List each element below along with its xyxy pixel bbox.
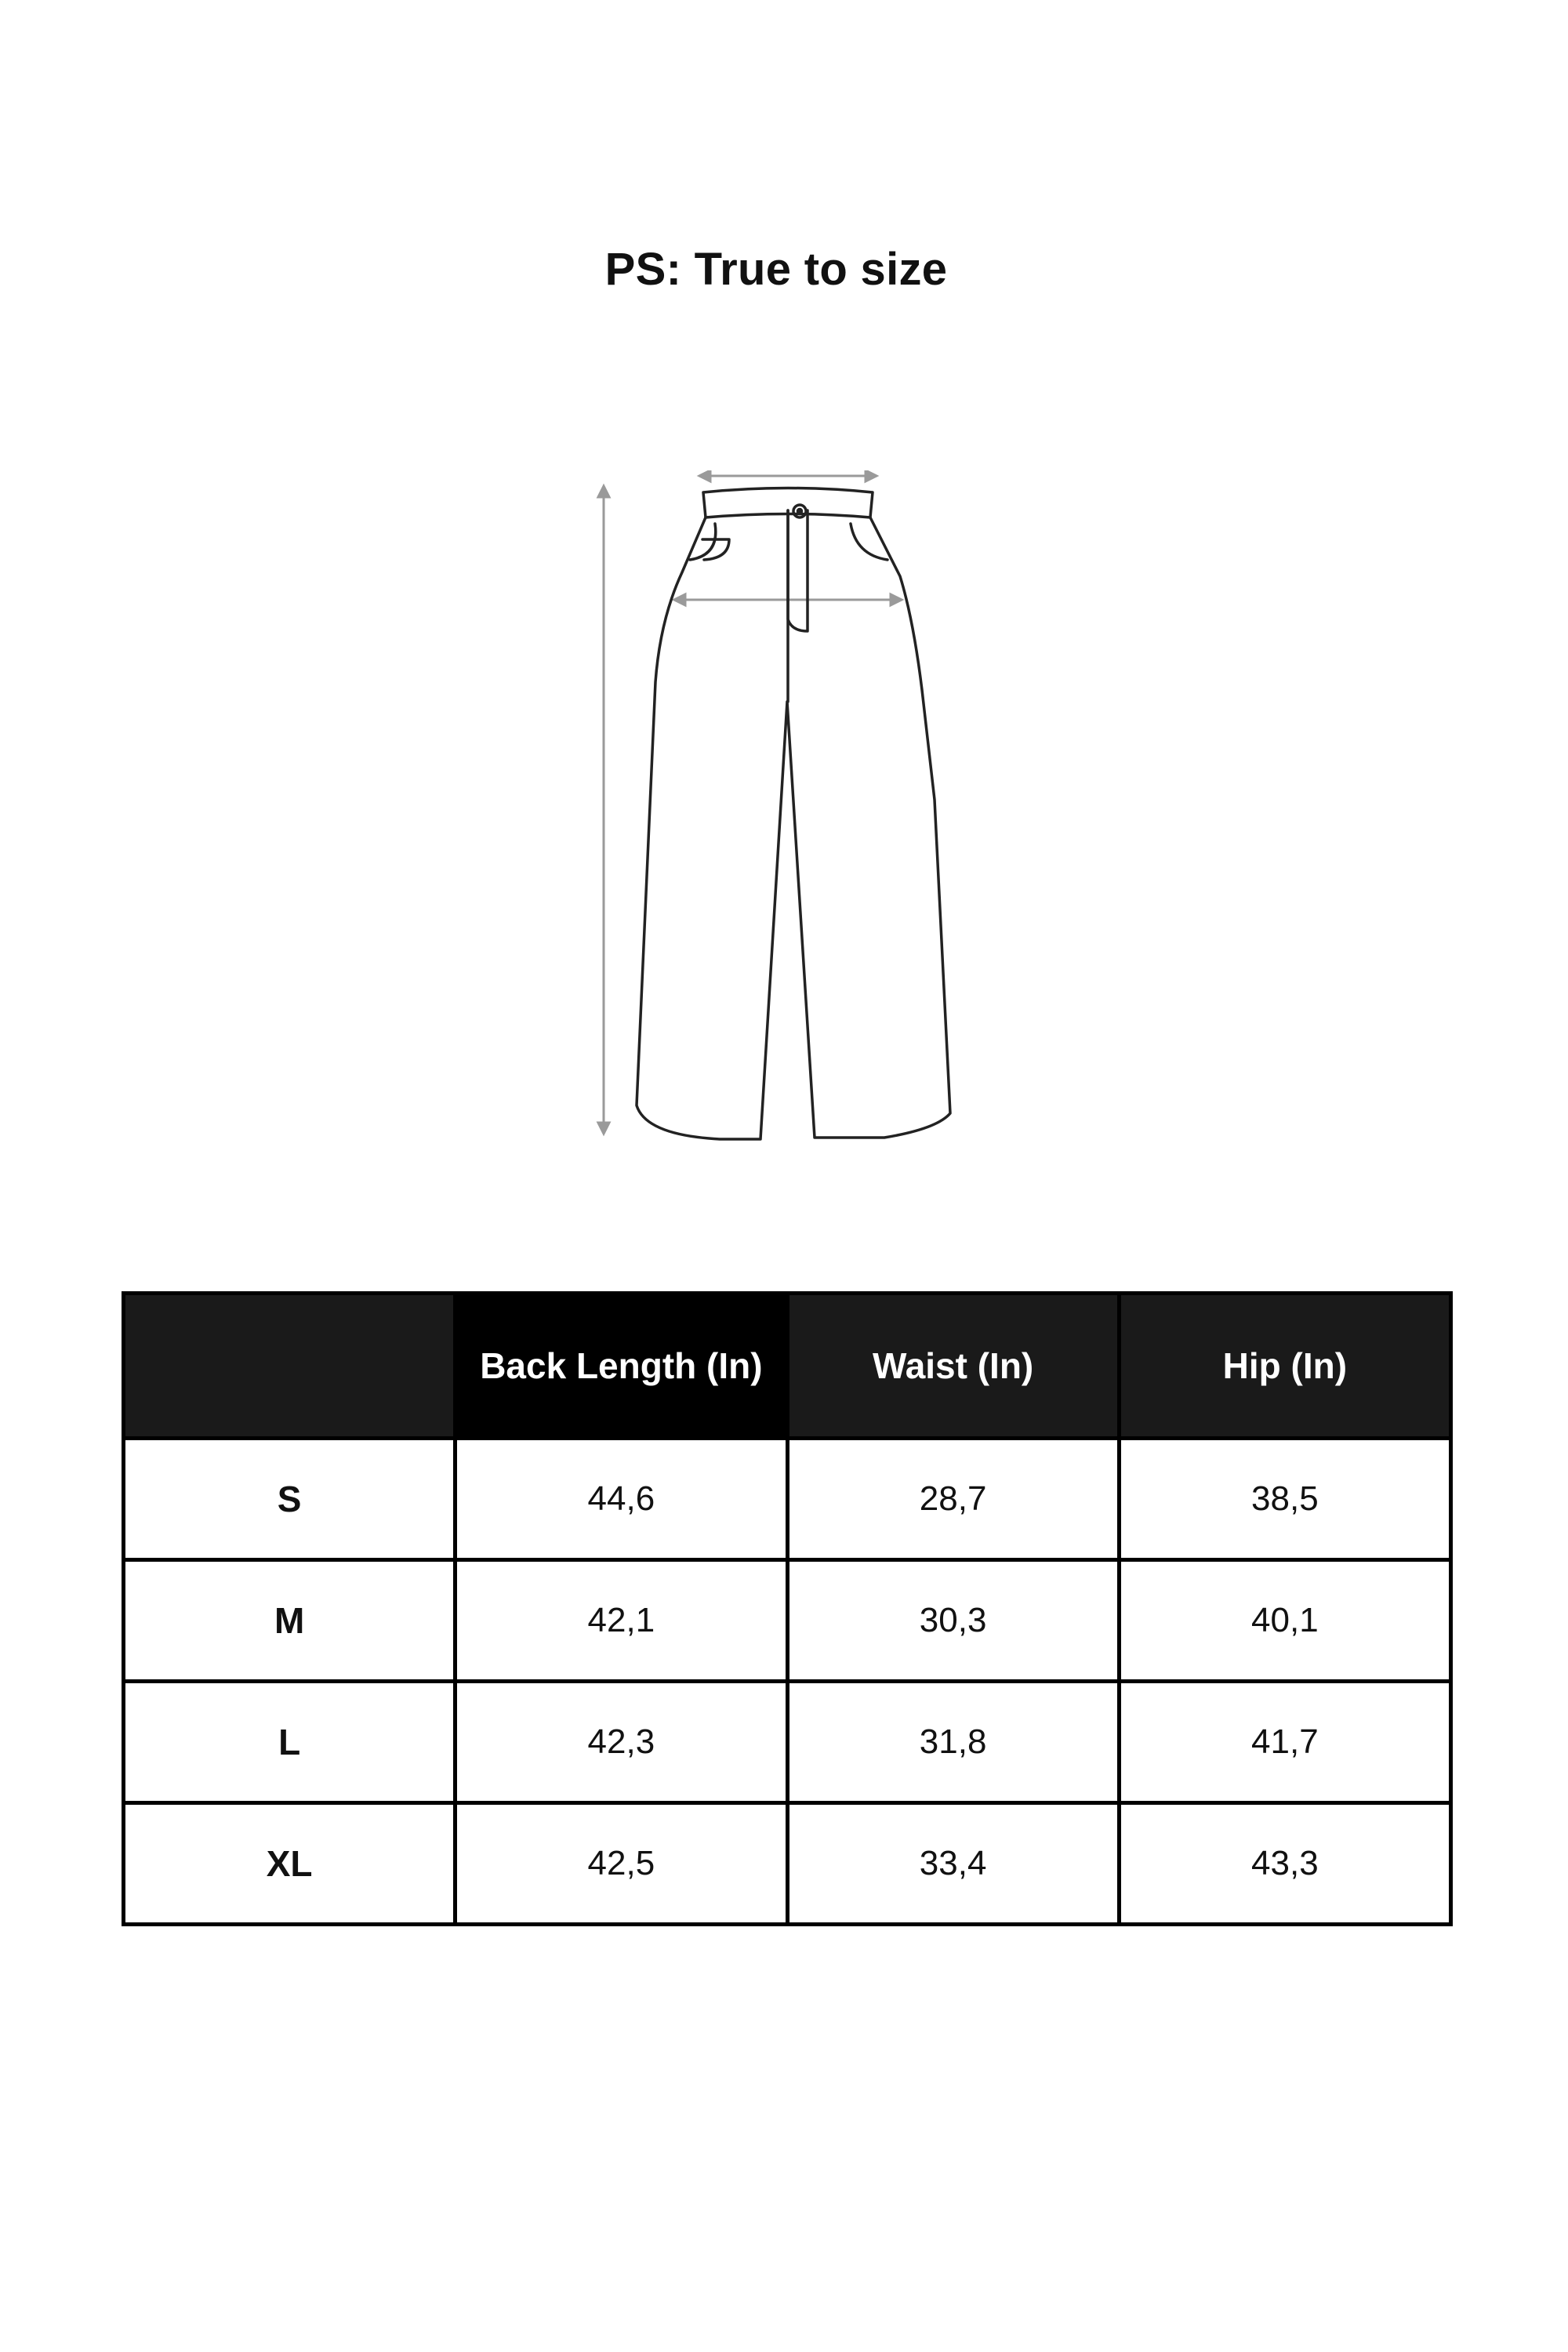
size-chart-table: [122, 1291, 1453, 1926]
header-size: [124, 1294, 456, 1439]
header-hip: Hip (In): [1119, 1294, 1450, 1439]
waist-cell: 31,8: [787, 1682, 1119, 1803]
waist-measure-line: [699, 470, 877, 481]
pants-illustration: [580, 470, 988, 1160]
hip-cell: 43,3: [1119, 1803, 1450, 1925]
hip-cell: 41,7: [1119, 1682, 1450, 1803]
length-measure-line: [598, 486, 609, 1134]
waist-cell: 33,4: [787, 1803, 1119, 1925]
size-label: L: [124, 1682, 456, 1803]
size-label: XL: [124, 1803, 456, 1925]
table-row: [124, 1560, 1451, 1682]
table-header-row: [124, 1294, 1451, 1439]
pants-outline: [637, 488, 950, 1140]
hip-cell: 40,1: [1119, 1560, 1450, 1682]
waist-cell: 28,7: [787, 1439, 1119, 1560]
size-label: M: [124, 1560, 456, 1682]
header-waist: Waist (In): [787, 1294, 1119, 1439]
size-label: S: [124, 1439, 456, 1560]
header-back-length: Back Length (In): [456, 1294, 787, 1439]
table-row: [124, 1439, 1451, 1560]
table-row: [124, 1682, 1451, 1803]
back-length-cell: 42,3: [456, 1682, 787, 1803]
table-row: [124, 1803, 1451, 1925]
back-length-cell: 42,1: [456, 1560, 787, 1682]
page-title: PS: True to size: [604, 244, 948, 295]
back-length-cell: 44,6: [456, 1439, 787, 1560]
waist-cell: 30,3: [787, 1560, 1119, 1682]
back-length-cell: 42,5: [456, 1803, 787, 1925]
hip-cell: 38,5: [1119, 1439, 1450, 1560]
